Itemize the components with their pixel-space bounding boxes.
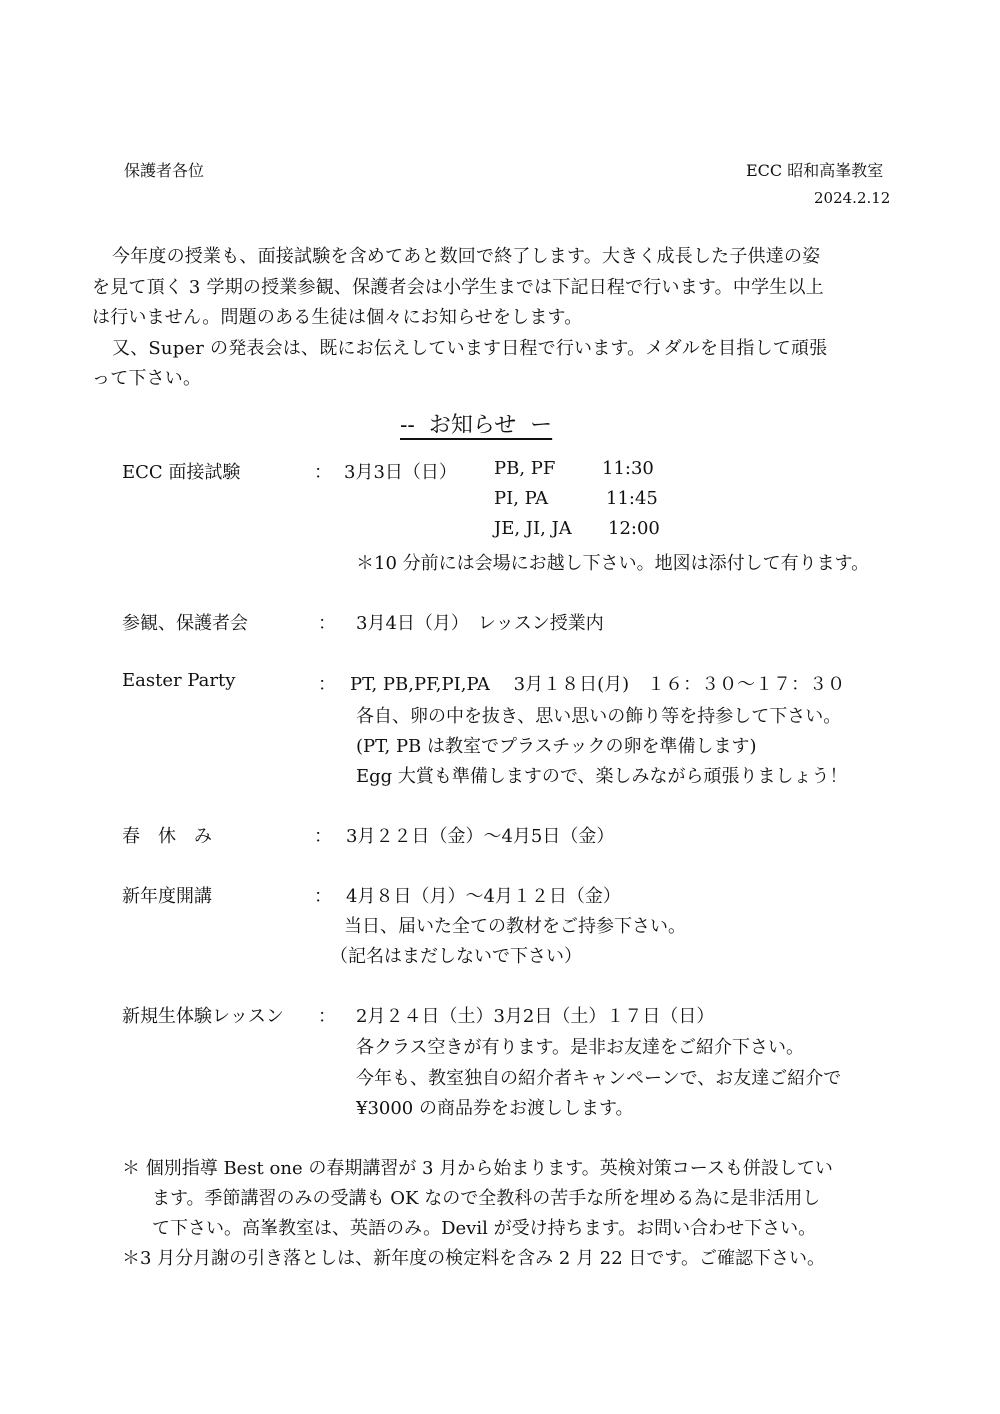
new-year-colon: ： bbox=[314, 886, 332, 907]
interview-colon: ： bbox=[314, 462, 332, 483]
spring-label: 春 休 み bbox=[122, 826, 212, 847]
new-year-line: 当日、届いた全ての教材をご持参下さい。 bbox=[344, 916, 686, 937]
notice-title: -- お知らせ ー bbox=[400, 413, 553, 438]
interview-time: 11:30 bbox=[602, 458, 654, 479]
easter-colon: ： bbox=[318, 674, 336, 695]
easter-line: (PT, PB は教室でプラスチックの卵を準備します) bbox=[356, 736, 757, 757]
intro-line: って下さい。 bbox=[92, 368, 202, 389]
bestone-note-line: て下さい。高峯教室は、英語のみ。Devil が受け持ちます。お問い合わせ下さい。 bbox=[152, 1218, 817, 1239]
sender: ECC 昭和高峯教室 bbox=[746, 161, 884, 180]
observation-colon: ： bbox=[318, 613, 336, 634]
easter-line: 各自、卵の中を抜き、思い思いの飾り等を持参して下さい。 bbox=[356, 706, 842, 727]
intro-paragraph bbox=[92, 242, 912, 395]
interview-classes: PI, PA bbox=[494, 488, 549, 509]
recipient: 保護者各位 bbox=[124, 161, 205, 180]
interview-time: 12:00 bbox=[608, 518, 660, 539]
trial-colon: ： bbox=[318, 1006, 336, 1027]
spring-colon: ： bbox=[314, 826, 332, 847]
new-year-value: 4月８日（月）～4月１２日（金） bbox=[346, 886, 621, 907]
trial-label: 新規生体験レッスン bbox=[122, 1006, 284, 1027]
trial-line: ¥3000 の商品券をお渡しします。 bbox=[356, 1098, 634, 1119]
bestone-note-line: ＊ 個別指導 Best one の春期講習が 3 月から始まります。英検対策コースも併設してい bbox=[122, 1158, 833, 1179]
intro-line: は行いません。問題のある生徒は個々にお知らせをします。 bbox=[92, 307, 583, 328]
interview-date: 3月3日（日） bbox=[344, 462, 457, 483]
easter-label: Easter Party bbox=[122, 670, 236, 691]
interview-time: 11:45 bbox=[606, 488, 658, 509]
date: 2024.2.12 bbox=[814, 189, 891, 207]
interview-label: ECC 面接試験 bbox=[122, 462, 241, 483]
trial-line: 各クラス空きが有ります。是非お友達をご紹介下さい。 bbox=[356, 1037, 805, 1058]
interview-classes: PB, PF bbox=[494, 458, 556, 479]
easter-value: PT, PB,PF,PI,PA 3月１８日(月) １６：３０～１７：３０ bbox=[350, 674, 846, 695]
intro-line: を見て頂く 3 学期の授業参観、保護者会は小学生までは下記日程で行います。中学生以上 bbox=[92, 276, 824, 298]
easter-line: Egg 大賞も準備しますので、楽しみながら頑張りましょう！ bbox=[356, 766, 848, 787]
intro-line: 今年度の授業も、面接試験を含めてあと数回で終了します。大きく成長した子供達の姿 bbox=[112, 246, 821, 267]
observation-value: 3月4日（月） レッスン授業内 bbox=[356, 613, 604, 634]
new-year-label: 新年度開講 bbox=[122, 886, 212, 907]
interview-classes: JE, JI, JA bbox=[494, 518, 572, 539]
trial-line: 今年も、教室独自の紹介者キャンペーンで、お友達ご紹介で bbox=[356, 1068, 842, 1089]
spring-value: 3月２２日（金）～4月5日（金） bbox=[346, 826, 615, 847]
trial-value: 2月２４日（土）3月2日（土）１７日（日） bbox=[356, 1006, 715, 1027]
new-year-line: （記名はまだしないで下さい） bbox=[330, 946, 582, 967]
interview-note: ＊10 分前には会場にお越し下さい。地図は添付して有ります。 bbox=[356, 553, 870, 574]
intro-line: 又、Super の発表会は、既にお伝えしています日程で行います。メダルを目指して頑張 bbox=[112, 337, 828, 359]
payment-note: ＊3 月分月謝の引き落としは、新年度の検定料を含み 2 月 22 日です。ご確認下さい。 bbox=[122, 1248, 825, 1269]
bestone-note-line: ます。季節講習のみの受講も OK なので全教科の苦手な所を埋める為に是非活用し bbox=[152, 1188, 821, 1209]
observation-label: 参観、保護者会 bbox=[122, 613, 248, 634]
